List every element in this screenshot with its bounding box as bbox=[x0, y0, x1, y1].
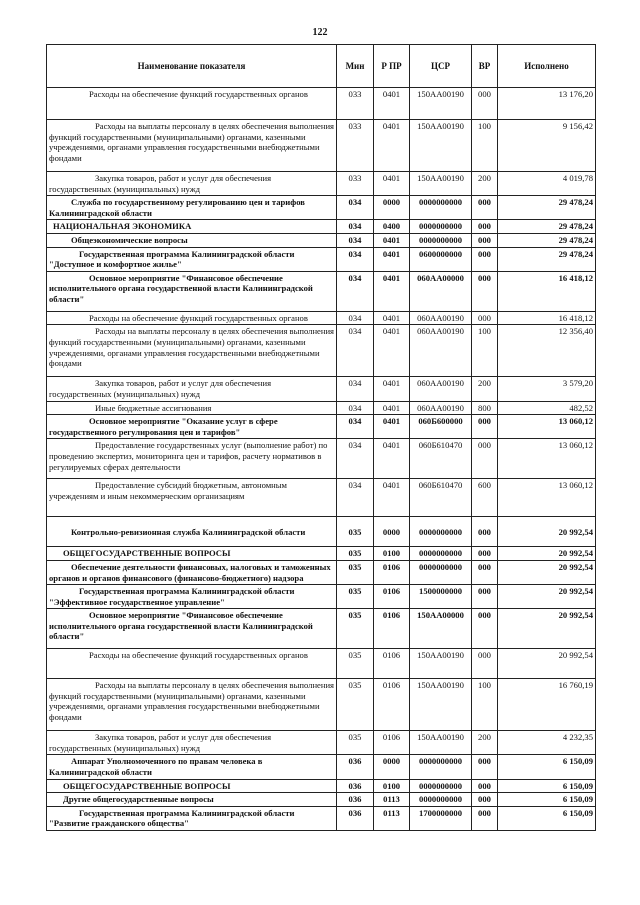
table-row bbox=[47, 325, 596, 377]
row-csr: 150АА00190 bbox=[410, 120, 472, 172]
row-rpr: 0100 bbox=[374, 547, 410, 561]
row-done: 16 418,12 bbox=[498, 311, 596, 325]
row-min: 036 bbox=[337, 806, 374, 830]
row-done: 20 992,54 bbox=[498, 547, 596, 561]
table-row bbox=[47, 609, 596, 649]
row-csr: 0000000000 bbox=[410, 233, 472, 247]
row-rpr: 0401 bbox=[374, 439, 410, 479]
row-csr: 0000000000 bbox=[410, 547, 472, 561]
row-min: 035 bbox=[337, 517, 374, 547]
row-name: Основное мероприятие "Финансовое обеспечение исполнительного органа государственной власти Калининградской области" bbox=[47, 609, 337, 649]
row-min: 034 bbox=[337, 479, 374, 517]
row-min: 034 bbox=[337, 439, 374, 479]
row-done: 20 992,54 bbox=[498, 609, 596, 649]
row-name: НАЦИОНАЛЬНАЯ ЭКОНОМИКА bbox=[47, 220, 337, 234]
row-rpr: 0401 bbox=[374, 247, 410, 271]
table-row bbox=[47, 479, 596, 517]
table-header-row bbox=[47, 45, 596, 88]
row-name: ОБЩЕГОСУДАРСТВЕННЫЕ ВОПРОСЫ bbox=[47, 547, 337, 561]
row-min: 034 bbox=[337, 220, 374, 234]
row-csr: 1700000000 bbox=[410, 806, 472, 830]
row-rpr: 0106 bbox=[374, 649, 410, 679]
row-vr: 000 bbox=[472, 311, 498, 325]
row-rpr: 0106 bbox=[374, 679, 410, 731]
row-rpr: 0401 bbox=[374, 325, 410, 377]
row-done: 4 232,35 bbox=[498, 731, 596, 755]
row-vr: 200 bbox=[472, 731, 498, 755]
row-name: Расходы на обеспечение функций государственных органов bbox=[47, 88, 337, 120]
table-row bbox=[47, 547, 596, 561]
row-csr: 0000000000 bbox=[410, 755, 472, 779]
row-csr: 150АА00190 bbox=[410, 649, 472, 679]
row-rpr: 0113 bbox=[374, 793, 410, 807]
row-vr: 000 bbox=[472, 779, 498, 793]
row-vr: 000 bbox=[472, 88, 498, 120]
row-name: Аппарат Уполномоченного по правам человека в Калининградской области bbox=[47, 755, 337, 779]
row-name: Государственная программа Калининградской области "Эффективное государственное управление" bbox=[47, 585, 337, 609]
row-vr: 000 bbox=[472, 806, 498, 830]
row-csr: 0000000000 bbox=[410, 793, 472, 807]
table-row bbox=[47, 806, 596, 830]
row-name: Предоставление государственных услуг (выполнение работ) по проведению экспертиз, мониторинга цен и тарифов, расчету нормативов в регулируемых сферах деятельности bbox=[47, 439, 337, 479]
row-vr: 100 bbox=[472, 120, 498, 172]
row-min: 035 bbox=[337, 585, 374, 609]
row-vr: 600 bbox=[472, 479, 498, 517]
row-csr: 060Б610470 bbox=[410, 479, 472, 517]
table-row bbox=[47, 247, 596, 271]
row-rpr: 0401 bbox=[374, 401, 410, 415]
row-vr: 200 bbox=[472, 377, 498, 401]
row-name: Расходы на выплаты персоналу в целях обеспечения выполнения функций государственными (муниципальными) органами, казенными учреждениями, органами управления государственными внебюджетными фондами bbox=[47, 679, 337, 731]
row-min: 034 bbox=[337, 377, 374, 401]
row-name: Другие общегосударственные вопросы bbox=[47, 793, 337, 807]
row-csr: 150АА00190 bbox=[410, 172, 472, 196]
row-done: 12 356,40 bbox=[498, 325, 596, 377]
row-rpr: 0401 bbox=[374, 311, 410, 325]
row-min: 035 bbox=[337, 731, 374, 755]
row-csr: 150АА00190 bbox=[410, 679, 472, 731]
row-vr: 000 bbox=[472, 609, 498, 649]
row-min: 033 bbox=[337, 172, 374, 196]
row-name: Служба по государственному регулированию цен и тарифов Калининградской области bbox=[47, 196, 337, 220]
row-rpr: 0401 bbox=[374, 233, 410, 247]
row-min: 035 bbox=[337, 649, 374, 679]
row-min: 033 bbox=[337, 120, 374, 172]
row-min: 034 bbox=[337, 196, 374, 220]
row-vr: 000 bbox=[472, 755, 498, 779]
table-row bbox=[47, 560, 596, 584]
row-done: 16 760,19 bbox=[498, 679, 596, 731]
row-min: 034 bbox=[337, 325, 374, 377]
row-done: 20 992,54 bbox=[498, 560, 596, 584]
row-done: 6 150,09 bbox=[498, 806, 596, 830]
row-name: Иные бюджетные ассигнования bbox=[47, 401, 337, 415]
row-vr: 000 bbox=[472, 247, 498, 271]
row-csr: 060АА00190 bbox=[410, 377, 472, 401]
row-name: Обеспечение деятельности финансовых, налоговых и таможенных органов и органов финансового (финансово-бюджетного) надзора bbox=[47, 560, 337, 584]
row-done: 13 060,12 bbox=[498, 415, 596, 439]
row-min: 034 bbox=[337, 271, 374, 311]
table-row bbox=[47, 271, 596, 311]
row-vr: 000 bbox=[472, 271, 498, 311]
row-done: 6 150,09 bbox=[498, 755, 596, 779]
row-vr: 800 bbox=[472, 401, 498, 415]
row-done: 482,52 bbox=[498, 401, 596, 415]
row-csr: 0000000000 bbox=[410, 220, 472, 234]
row-min: 034 bbox=[337, 401, 374, 415]
row-name: Расходы на обеспечение функций государственных органов bbox=[47, 649, 337, 679]
row-min: 035 bbox=[337, 609, 374, 649]
row-vr: 000 bbox=[472, 196, 498, 220]
row-rpr: 0113 bbox=[374, 806, 410, 830]
table-row bbox=[47, 585, 596, 609]
row-csr: 060АА00190 bbox=[410, 401, 472, 415]
table-row bbox=[47, 311, 596, 325]
row-csr: 060АА00190 bbox=[410, 325, 472, 377]
row-min: 036 bbox=[337, 779, 374, 793]
row-vr: 000 bbox=[472, 415, 498, 439]
row-csr: 060АА00190 bbox=[410, 311, 472, 325]
row-vr: 100 bbox=[472, 679, 498, 731]
row-rpr: 0401 bbox=[374, 172, 410, 196]
row-name: Государственная программа Калининградской области "Доступное и комфортное жилье" bbox=[47, 247, 337, 271]
row-done: 29 478,24 bbox=[498, 247, 596, 271]
table-row bbox=[47, 172, 596, 196]
budget-execution-table bbox=[46, 44, 596, 831]
row-done: 4 019,78 bbox=[498, 172, 596, 196]
row-name: Расходы на обеспечение функций государственных органов bbox=[47, 311, 337, 325]
row-vr: 000 bbox=[472, 517, 498, 547]
row-done: 20 992,54 bbox=[498, 517, 596, 547]
row-rpr: 0106 bbox=[374, 609, 410, 649]
table-row bbox=[47, 439, 596, 479]
row-vr: 000 bbox=[472, 220, 498, 234]
row-vr: 000 bbox=[472, 233, 498, 247]
row-rpr: 0400 bbox=[374, 220, 410, 234]
row-vr: 000 bbox=[472, 439, 498, 479]
row-done: 29 478,24 bbox=[498, 233, 596, 247]
row-csr: 060АА00000 bbox=[410, 271, 472, 311]
row-csr: 150АА00190 bbox=[410, 88, 472, 120]
table-row bbox=[47, 793, 596, 807]
row-done: 29 478,24 bbox=[498, 220, 596, 234]
table-row bbox=[47, 233, 596, 247]
row-name: Закупка товаров, работ и услуг для обеспечения государственных (муниципальных) нужд bbox=[47, 731, 337, 755]
row-min: 034 bbox=[337, 233, 374, 247]
row-rpr: 0401 bbox=[374, 479, 410, 517]
row-vr: 000 bbox=[472, 547, 498, 561]
row-rpr: 0401 bbox=[374, 377, 410, 401]
row-rpr: 0000 bbox=[374, 517, 410, 547]
row-csr: 060Б600000 bbox=[410, 415, 472, 439]
row-name: Расходы на выплаты персоналу в целях обеспечения выполнения функций государственными (муниципальными) органами, казенными учреждениями, органами управления государственными внебюджетными фондами bbox=[47, 325, 337, 377]
row-name: Общеэкономические вопросы bbox=[47, 233, 337, 247]
row-rpr: 0401 bbox=[374, 271, 410, 311]
row-done: 29 478,24 bbox=[498, 196, 596, 220]
row-done: 6 150,09 bbox=[498, 779, 596, 793]
table-row bbox=[47, 120, 596, 172]
row-min: 035 bbox=[337, 560, 374, 584]
row-min: 034 bbox=[337, 247, 374, 271]
row-min: 034 bbox=[337, 311, 374, 325]
row-done: 13 060,12 bbox=[498, 439, 596, 479]
table-row bbox=[47, 415, 596, 439]
column-header-done: Исполнено bbox=[498, 45, 596, 88]
row-rpr: 0100 bbox=[374, 779, 410, 793]
row-csr: 0000000000 bbox=[410, 560, 472, 584]
row-min: 036 bbox=[337, 793, 374, 807]
row-done: 13 060,12 bbox=[498, 479, 596, 517]
row-done: 20 992,54 bbox=[498, 649, 596, 679]
row-csr: 0000000000 bbox=[410, 517, 472, 547]
table-row bbox=[47, 779, 596, 793]
row-min: 036 bbox=[337, 755, 374, 779]
table-row bbox=[47, 731, 596, 755]
table-row bbox=[47, 517, 596, 547]
row-rpr: 0106 bbox=[374, 731, 410, 755]
row-name: ОБЩЕГОСУДАРСТВЕННЫЕ ВОПРОСЫ bbox=[47, 779, 337, 793]
row-rpr: 0000 bbox=[374, 196, 410, 220]
row-rpr: 0000 bbox=[374, 755, 410, 779]
row-rpr: 0401 bbox=[374, 120, 410, 172]
row-vr: 200 bbox=[472, 172, 498, 196]
row-vr: 000 bbox=[472, 585, 498, 609]
row-name: Закупка товаров, работ и услуг для обеспечения государственных (муниципальных) нужд bbox=[47, 377, 337, 401]
page-number: 122 bbox=[312, 27, 328, 38]
row-vr: 000 bbox=[472, 649, 498, 679]
row-done: 3 579,20 bbox=[498, 377, 596, 401]
column-header-rpr: Р ПР bbox=[374, 45, 410, 88]
row-done: 13 176,20 bbox=[498, 88, 596, 120]
row-done: 20 992,54 bbox=[498, 585, 596, 609]
table-row bbox=[47, 649, 596, 679]
column-header-csr: ЦСР bbox=[410, 45, 472, 88]
row-name: Расходы на выплаты персоналу в целях обеспечения выполнения функций государственными (муниципальными) органами, казенными учреждениями, органами управления государственными внебюджетными фондами bbox=[47, 120, 337, 172]
table-row bbox=[47, 401, 596, 415]
row-rpr: 0106 bbox=[374, 585, 410, 609]
row-name: Предоставление субсидий бюджетным, автономным учреждениям и иным некоммерческим организациям bbox=[47, 479, 337, 517]
row-done: 16 418,12 bbox=[498, 271, 596, 311]
row-min: 035 bbox=[337, 679, 374, 731]
row-rpr: 0401 bbox=[374, 88, 410, 120]
table-row bbox=[47, 377, 596, 401]
row-vr: 000 bbox=[472, 560, 498, 584]
row-csr: 0600000000 bbox=[410, 247, 472, 271]
column-header-min: Мин bbox=[337, 45, 374, 88]
row-name: Закупка товаров, работ и услуг для обеспечения государственных (муниципальных) нужд bbox=[47, 172, 337, 196]
row-min: 033 bbox=[337, 88, 374, 120]
row-vr: 000 bbox=[472, 793, 498, 807]
row-rpr: 0106 bbox=[374, 560, 410, 584]
row-min: 034 bbox=[337, 415, 374, 439]
row-name: Контрольно-ревизионная служба Калининградской области bbox=[47, 517, 337, 547]
row-vr: 100 bbox=[472, 325, 498, 377]
table-row bbox=[47, 88, 596, 120]
row-done: 9 156,42 bbox=[498, 120, 596, 172]
row-csr: 1500000000 bbox=[410, 585, 472, 609]
row-csr: 150АА00000 bbox=[410, 609, 472, 649]
row-csr: 0000000000 bbox=[410, 779, 472, 793]
row-csr: 060Б610470 bbox=[410, 439, 472, 479]
row-rpr: 0401 bbox=[374, 415, 410, 439]
row-name: Основное мероприятие "Оказание услуг в сфере государственного регулирования цен и тарифов" bbox=[47, 415, 337, 439]
column-header-name: Наименование показателя bbox=[47, 45, 337, 88]
row-csr: 0000000000 bbox=[410, 196, 472, 220]
column-header-vr: ВР bbox=[472, 45, 498, 88]
row-name: Государственная программа Калининградской области "Развитие гражданского общества" bbox=[47, 806, 337, 830]
row-csr: 150АА00190 bbox=[410, 731, 472, 755]
table-row bbox=[47, 196, 596, 220]
table-row bbox=[47, 220, 596, 234]
row-done: 6 150,09 bbox=[498, 793, 596, 807]
table-row bbox=[47, 679, 596, 731]
row-min: 035 bbox=[337, 547, 374, 561]
row-name: Основное мероприятие "Финансовое обеспечение исполнительного органа государственной власти Калининградской области" bbox=[47, 271, 337, 311]
table-row bbox=[47, 755, 596, 779]
